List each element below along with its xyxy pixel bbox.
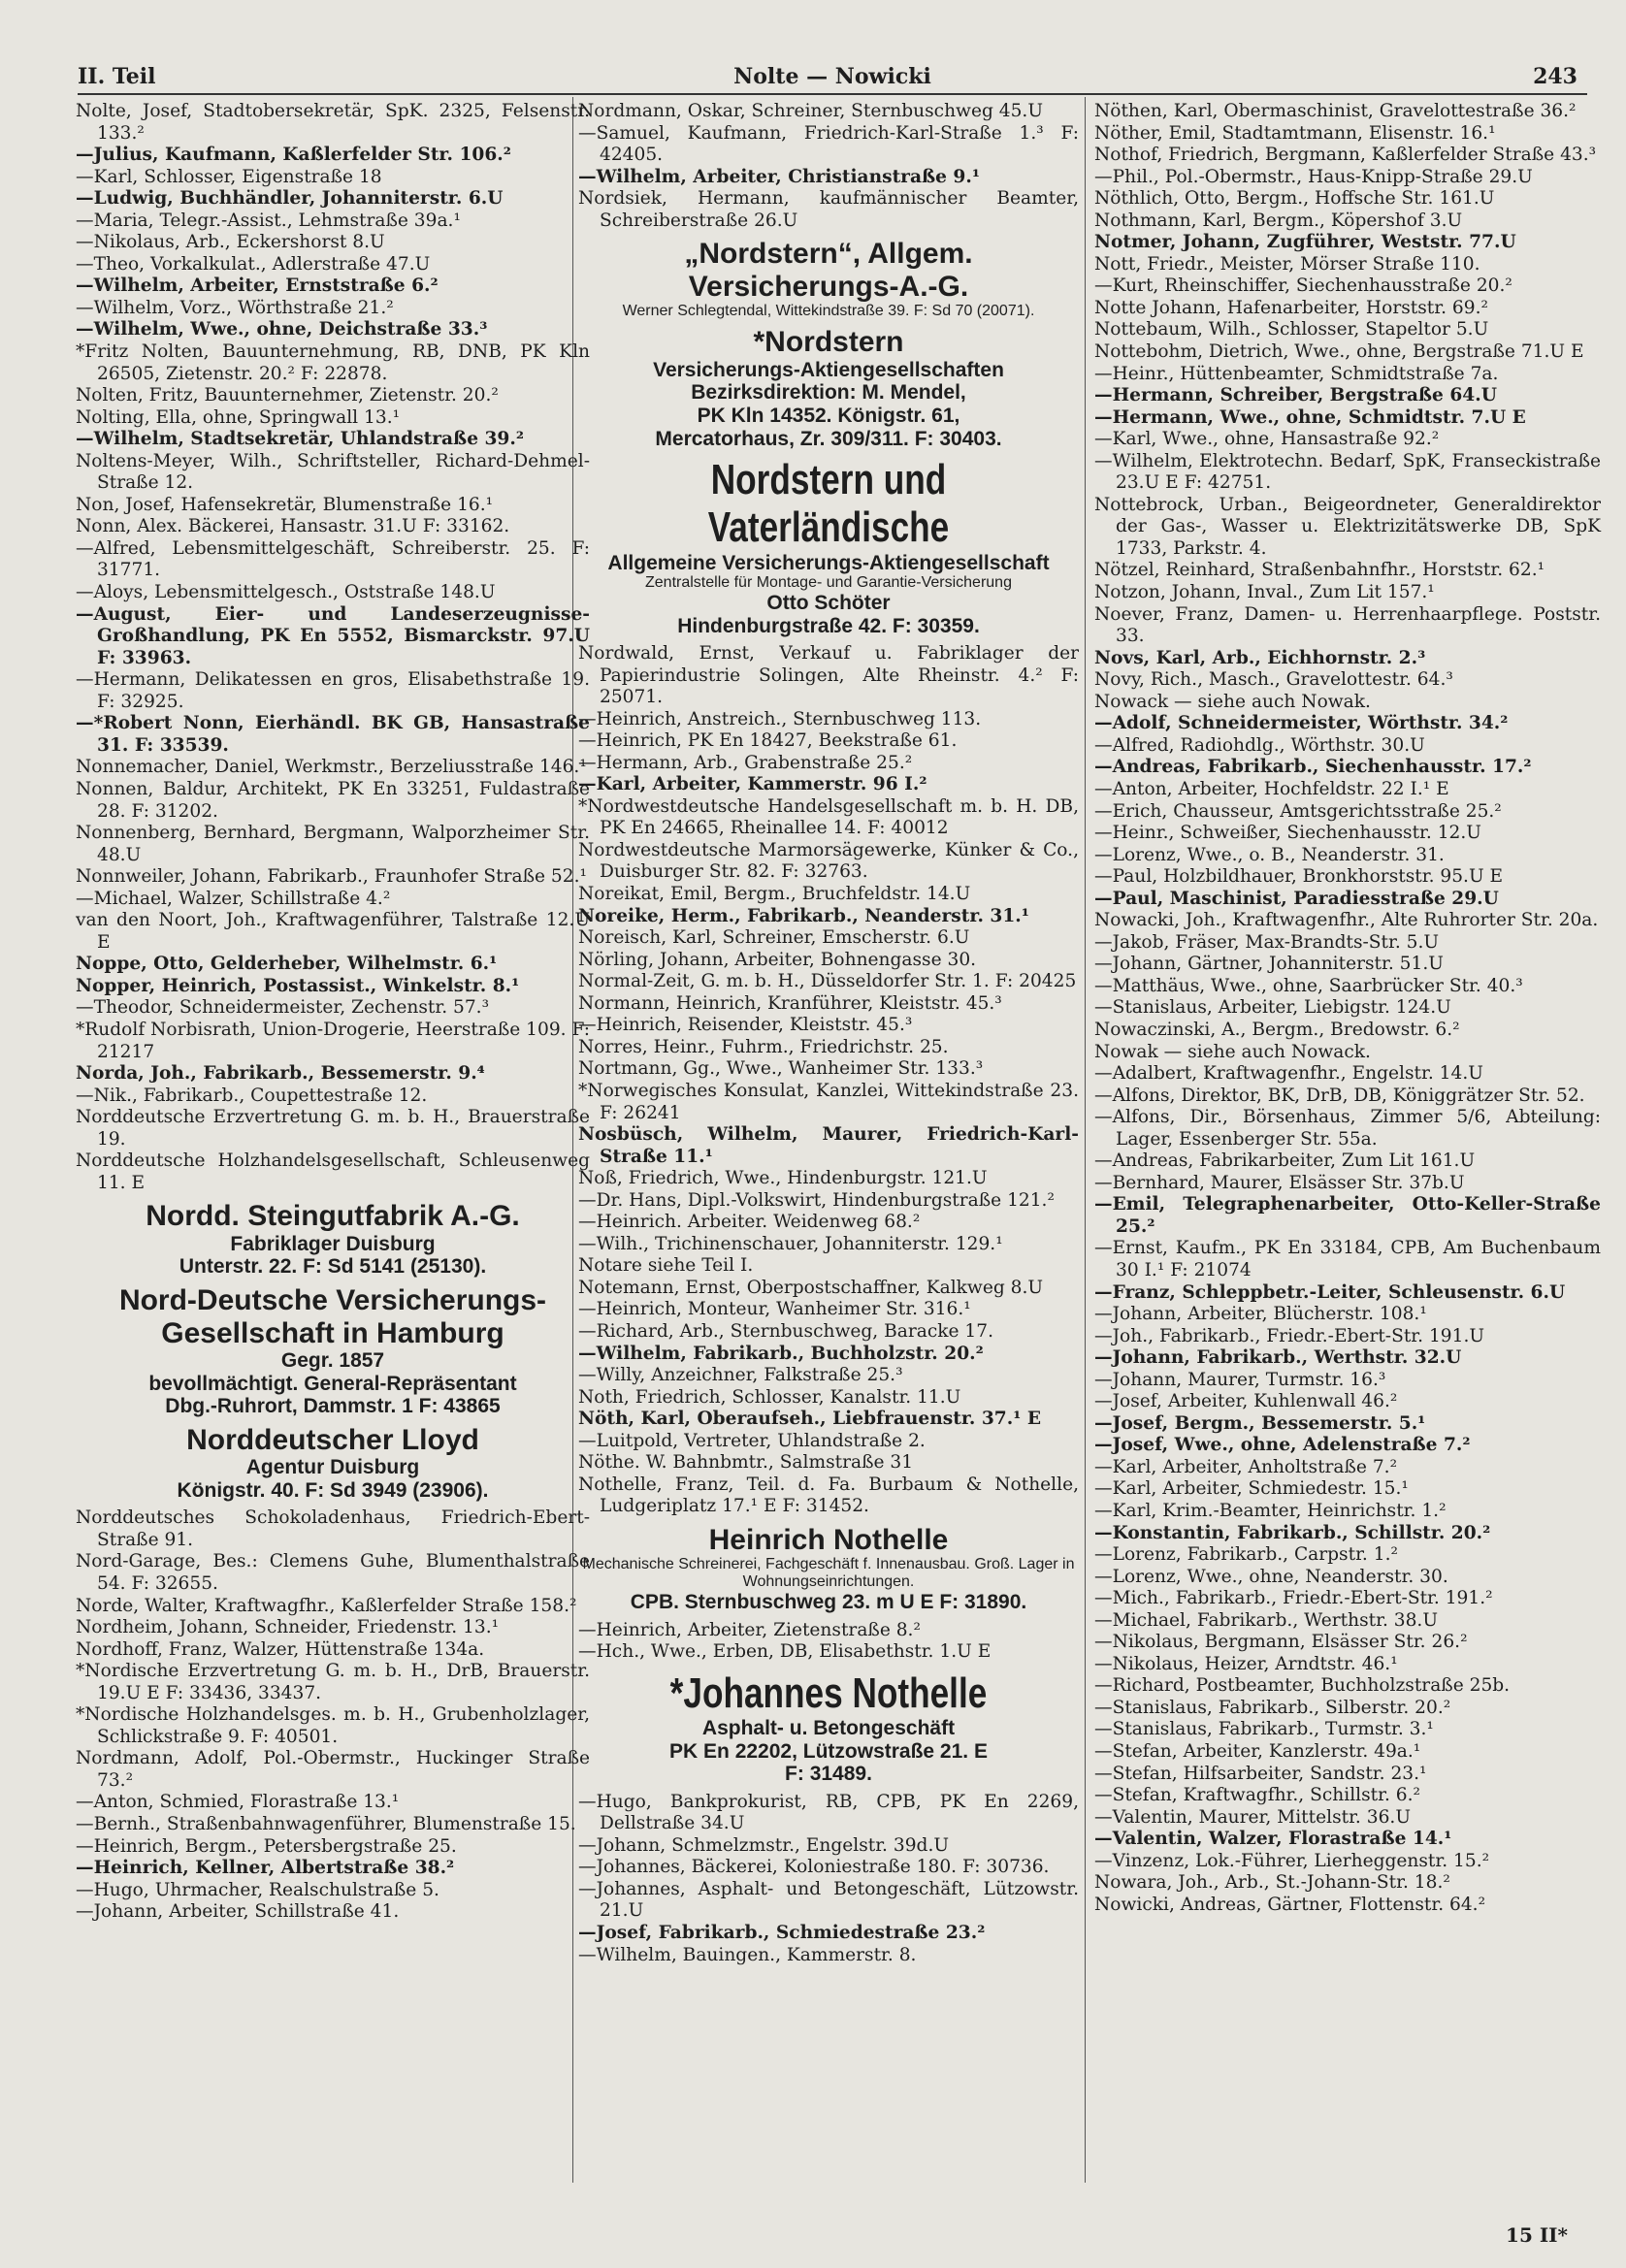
directory-entry: Nortmann, Gg., Wwe., Wanheimer Str. 133.³ <box>578 1058 984 1080</box>
directory-entry: Noth, Friedrich, Schlosser, Kanalstr. 11.U <box>578 1386 961 1408</box>
directory-entry: —Emil, Telegraphenarbeiter, Otto-Keller-Straße 25.² <box>1094 1194 1601 1237</box>
directory-entry: Normal-Zeit, G. m. b. H., Düsseldorfer Str. 1. F: 20425 <box>578 971 1077 992</box>
directory-entry: Nothelle, Franz, Teil. d. Fa. Burbaum & Nothelle, Ludgeriplatz 17.¹ E F: 31452. <box>578 1474 1079 1517</box>
directory-entry: Nowak — siehe auch Nowack. <box>1094 1041 1371 1062</box>
directory-entry: —Hermann, Arb., Grabenstraße 25.² <box>578 752 913 773</box>
directory-entry: Nöthen, Karl, Obermaschinist, Gravelottestraße 36.² <box>1094 101 1577 121</box>
ad-line: Agentur Duisburg <box>245 1456 420 1479</box>
directory-entry: Nowara, Joh., Arb., St.-Johann-Str. 18.² <box>1094 1872 1450 1894</box>
directory-entry: —Willy, Anzeichner, Falkstraße 25.³ <box>578 1365 903 1386</box>
directory-entry: —Nikolaus, Arb., Eckershorst 8.U <box>76 232 385 253</box>
directory-entry: Non, Josef, Hafensekretär, Blumenstraße 16.¹ <box>76 494 494 515</box>
directory-entry: —Wilhelm, Vorz., Wörthstraße 21.² <box>76 297 394 318</box>
directory-entry: Nottebohm, Dietrich, Wwe., ohne, Bergstraße 71.U E <box>1094 341 1584 363</box>
directory-entry: —Nikolaus, Heizer, Arndtstr. 46.¹ <box>1094 1653 1398 1674</box>
running-title: Nolte — Nowicki <box>733 64 931 89</box>
page-number: 243 <box>1533 64 1577 89</box>
directory-entry: Nordsiek, Hermann, kaufmännischer Beamter, Schreiberstraße 26.U <box>578 188 1079 231</box>
directory-entry: Noppe, Otto, Gelderheber, Wilhelmstr. 6.¹ <box>76 954 498 975</box>
directory-entry: —Richard, Arb., Sternbuschweg, Baracke 17. <box>578 1320 993 1342</box>
directory-entry: Norde, Walter, Kraftwagfhr., Kaßlerfelder Straße 158.² <box>76 1595 577 1616</box>
directory-entry: —Valentin, Walzer, Florastraße 14.¹ <box>1094 1829 1452 1850</box>
ad-title: Heinrich Nothelle <box>708 1523 949 1556</box>
directory-entry: —Johann, Arbeiter, Blücherstr. 108.¹ <box>1094 1304 1427 1325</box>
directory-entry: Norda, Joh., Fabrikarb., Bessemerstr. 9.⁴ <box>76 1063 485 1085</box>
directory-entry: —Alfred, Lebensmittelgeschäft, Schreiberstr. 25. F: 31771. <box>76 537 590 581</box>
directory-entry: —Karl, Arbeiter, Anholtstraße 7.² <box>1094 1456 1398 1477</box>
directory-entry: Nonnweiler, Johann, Fabrikarb., Fraunhofer Straße 52.¹ <box>76 866 587 888</box>
directory-entry: —Paul, Holzbildhauer, Bronkhorststr. 95.U E <box>1094 866 1504 888</box>
advertisement <box>76 1200 590 1279</box>
directory-entry: Nottebrock, Urban., Beigeordneter, Generaldirektor der Gas-, Wasser u. Elektrizitätswerke DB, SpK 1733, Parkstr. 4. <box>1094 494 1601 559</box>
directory-entry: —*Robert Nonn, Eierhändl. BK GB, Hansastraße 31. F: 33539. <box>76 713 590 756</box>
advertisement <box>578 1669 1079 1786</box>
directory-entry: —Josef, Bergm., Bessemerstr. 5.¹ <box>1094 1412 1426 1434</box>
directory-entry: —Theo, Vorkalkulat., Adlerstraße 47.U <box>76 253 431 275</box>
ad-line: Zentralstelle für Montage- und Garantie-Versicherung <box>645 574 1012 592</box>
directory-entry: Noß, Friedrich, Wwe., Hindenburgstr. 121.U <box>578 1168 988 1189</box>
directory-entry: —Josef, Fabrikarb., Schmiedestraße 23.² <box>578 1923 986 1943</box>
advertisement <box>76 1284 590 1418</box>
directory-entry: Normann, Heinrich, Kranführer, Kleiststr. 45.³ <box>578 992 1002 1014</box>
directory-entry: *Nordische Holzhandelsges. m. b. H., Grubenholzlager, Schlickstraße 9. F: 40501. <box>76 1704 590 1747</box>
directory-entry: Nöth, Karl, Oberaufseh., Liebfrauenstr. 37.¹ E <box>578 1409 1041 1430</box>
directory-entry: *Fritz Nolten, Bauunternehmung, RB, DNB, PK Kln 26505, Zietenstr. 20.² F: 22878. <box>76 341 590 384</box>
directory-entry: —Johann, Maurer, Turmstr. 16.³ <box>1094 1369 1386 1390</box>
directory-entry: Nord-Garage, Bes.: Clemens Guhe, Blumenthalstraße 54. F: 32655. <box>76 1551 590 1594</box>
ad-line: Versicherungs-Aktiengesellschaften <box>653 358 1004 381</box>
directory-entry: —Michael, Walzer, Schillstraße 4.² <box>76 888 391 909</box>
directory-entry: —Wilhelm, Elektrotechn. Bedarf, SpK, Franseckistraße 23.U E F: 42751. <box>1094 450 1601 494</box>
directory-entry: —Wilhelm, Arbeiter, Ernststraße 6.² <box>76 275 439 297</box>
ad-line: Mercatorhaus, Zr. 309/311. F: 30403. <box>655 427 1002 450</box>
directory-entry: Nordheim, Johann, Schneider, Friedenstr. 13.¹ <box>76 1617 500 1638</box>
ad-line: Königstr. 40. F: Sd 3949 (23906). <box>177 1478 489 1502</box>
directory-entry: —Wilhelm, Wwe., ohne, Deichstraße 33.³ <box>76 319 488 340</box>
directory-entry: Notmer, Johann, Zugführer, Weststr. 77.U <box>1094 232 1516 253</box>
directory-entry: Nonnenberg, Bernhard, Bergmann, Walporzheimer Str. 48.U <box>76 823 590 865</box>
directory-entry: —Aloys, Lebensmittelgesch., Oststraße 148.U <box>76 582 496 603</box>
ad-line: PK En 22202, Lützowstraße 21. E <box>669 1739 988 1763</box>
directory-entry: Nörling, Johann, Arbeiter, Bohnengasse 30. <box>578 949 977 970</box>
directory-entry: —Franz, Schleppbetr.-Leiter, Schleusenstr. 6.U <box>1094 1281 1566 1303</box>
directory-entry: —Nik., Fabrikarb., Coupettestraße 12. <box>76 1085 428 1106</box>
directory-entry: —Hermann, Wwe., ohne, Schmidtstr. 7.U E <box>1094 406 1526 428</box>
directory-entry: —Heinrich, Arbeiter, Zietenstraße 8.² <box>578 1619 921 1640</box>
ad-title: Nordd. Steingutfabrik A.-G. <box>146 1200 520 1233</box>
ad-title: Nord-Deutsche Versicherungs-Gesellschaft in Hamburg <box>118 1283 547 1349</box>
directory-entry: —Johannes, Bäckerei, Koloniestraße 180. F: 30736. <box>578 1857 1050 1878</box>
directory-entry: Notare siehe Teil I. <box>578 1255 754 1277</box>
directory-entry: Nonnen, Baldur, Architekt, PK En 33251, Fuldastraße 28. F: 31202. <box>76 778 590 822</box>
directory-entry: —Matthäus, Wwe., ohne, Saarbrücker Str. 40.³ <box>1094 975 1523 996</box>
ad-line: Otto Schöter <box>766 591 891 614</box>
directory-entry: Nolte, Josef, Stadtobersekretär, SpK. 2325, Felsenstr. 133.² <box>76 101 590 144</box>
ad-line: Fabriklager Duisburg <box>230 1232 436 1255</box>
directory-entry: —Lorenz, Wwe., o. B., Neanderstr. 31. <box>1094 844 1445 865</box>
directory-entry: —Wilh., Trichinenschauer, Johanniterstr. 129.¹ <box>578 1233 1003 1254</box>
column-1 <box>76 101 590 1924</box>
directory-entry: Nöthe. W. Bahnbmtr., Salmstraße 31 <box>578 1452 914 1474</box>
ad-line: Werner Schlegtendal, Wittekindstraße 39. F: Sd 70 (20071). <box>622 303 1035 320</box>
directory-entry: Nothof, Friedrich, Bergmann, Kaßlerfelder Straße 43.³ <box>1094 145 1597 166</box>
directory-entry: —Josef, Arbeiter, Kuhlenwall 46.² <box>1094 1391 1398 1412</box>
directory-entry: —Karl, Arbeiter, Schmiedestr. 15.¹ <box>1094 1478 1409 1500</box>
directory-entry: —Hch., Wwe., Erben, DB, Elisabethstr. 1.U E <box>578 1641 992 1663</box>
directory-entry: Noreisch, Karl, Schreiner, Emscherstr. 6.U <box>578 927 970 949</box>
directory-entry: —Kurt, Rheinschiffer, Siechenhausstraße 20.² <box>1094 275 1512 297</box>
directory-entry: —Lorenz, Wwe., ohne, Neanderstr. 30. <box>1094 1566 1448 1587</box>
directory-entry: —Hugo, Uhrmacher, Realschulstraße 5. <box>76 1879 439 1900</box>
directory-entry: —Karl, Schlosser, Eigenstraße 18 <box>76 166 382 187</box>
directory-entry: Novy, Rich., Masch., Gravelottestr. 64.³ <box>1094 669 1453 691</box>
column-2 <box>578 101 1079 1966</box>
directory-entry: Notemann, Ernst, Oberpostschaffner, Kalkweg 8.U <box>578 1277 1044 1298</box>
directory-entry: —Johann, Fabrikarb., Werthstr. 32.U <box>1094 1347 1462 1369</box>
directory-entry: Novs, Karl, Arb., Eichhornstr. 2.³ <box>1094 647 1426 668</box>
column-3 <box>1094 101 1601 1916</box>
ad-line: Allgemeine Versicherungs-Aktiengesellschaft <box>607 551 1050 574</box>
directory-entry: Noreikat, Emil, Bergm., Bruchfeldstr. 14.U <box>578 884 971 905</box>
directory-entry: —Nikolaus, Bergmann, Elsässer Str. 26.² <box>1094 1632 1468 1653</box>
directory-entry: —Heinrich, Reisender, Kleiststr. 45.³ <box>578 1015 913 1036</box>
directory-entry: Nordmann, Oskar, Schreiner, Sternbuschweg 45.U <box>578 101 1044 121</box>
ad-title: *Nordstern <box>753 326 904 359</box>
directory-entry: —Michael, Fabrikarb., Werthstr. 38.U <box>1094 1609 1439 1631</box>
directory-entry: —Johann, Arbeiter, Schillstraße 41. <box>76 1901 400 1923</box>
advertisement <box>76 1424 590 1503</box>
directory-entry: Nonnemacher, Daniel, Werkmstr., Berzeliusstraße 146.¹ <box>76 757 587 778</box>
directory-entry: *Norwegisches Konsulat, Kanzlei, Wittekindstraße 23. F: 26241 <box>578 1080 1079 1123</box>
directory-entry: —Andreas, Fabrikarb., Siechenhausstr. 17.² <box>1094 757 1532 778</box>
directory-entry: —Karl, Krim.-Beamter, Heinrichstr. 1.² <box>1094 1501 1447 1521</box>
ad-line: Dbg.-Ruhrort, Dammstr. 1 F: 43865 <box>165 1395 501 1418</box>
directory-entry: Notzon, Johann, Inval., Zum Lit 157.¹ <box>1094 582 1435 603</box>
directory-entry: Noreike, Herm., Fabrikarb., Neanderstr. 31.¹ <box>578 905 1029 926</box>
advertisement <box>578 456 1079 637</box>
ad-line: Asphalt- u. Betongeschäft <box>701 1717 956 1740</box>
directory-entry: —Alfons, Direktor, BK, DrB, DB, Königgrätzer Str. 52. <box>1094 1085 1585 1106</box>
ad-line: Mechanische Schreinerei, Fachgeschäft f. Innenausbau. Groß. Lager in Wohnungseinrichtungen. <box>582 1556 1075 1591</box>
directory-entry: —Konstantin, Fabrikarb., Schillstr. 20.² <box>1094 1522 1491 1543</box>
directory-entry: —Stefan, Kraftwagfhr., Schillstr. 6.² <box>1094 1785 1420 1806</box>
advertisement <box>578 326 1079 450</box>
directory-entry: Nötzel, Reinhard, Straßenbahnfhr., Horststr. 62.¹ <box>1094 560 1545 581</box>
ad-title: Nordstern und Vaterländische <box>707 456 950 552</box>
directory-entry: Norddeutsches Schokoladenhaus, Friedrich-Ebert-Straße 91. <box>76 1507 590 1550</box>
directory-entry: Norres, Heinr., Fuhrm., Friedrichstr. 25. <box>578 1036 949 1057</box>
directory-entry: —Stefan, Arbeiter, Kanzlerstr. 49a.¹ <box>1094 1741 1421 1763</box>
directory-entry: Nöther, Emil, Stadtamtmann, Elisenstr. 16.¹ <box>1094 122 1496 144</box>
directory-entry: Nordhoff, Franz, Walzer, Hüttenstraße 134a. <box>76 1638 485 1660</box>
directory-entry: Nott, Friedr., Meister, Mörser Straße 110. <box>1094 253 1480 275</box>
ad-title: *Johannes Nothelle <box>669 1669 988 1717</box>
directory-entry: —Heinr., Hüttenbeamter, Schmidtstraße 7a. <box>1094 363 1499 384</box>
directory-entry: —Anton, Schmied, Florastraße 13.¹ <box>76 1792 400 1813</box>
directory-entry: —Joh., Fabrikarb., Friedr.-Ebert-Str. 191.U <box>1094 1325 1485 1346</box>
directory-entry: *Nordwestdeutsche Handelsgesellschaft m. b. H. DB, PK En 24665, Rheinallee 14. F: 40012 <box>578 795 1079 839</box>
directory-entry: —Valentin, Maurer, Mittelstr. 36.U <box>1094 1806 1411 1828</box>
directory-entry: —Adalbert, Kraftwagenfhr., Engelstr. 14.U <box>1094 1063 1483 1085</box>
directory-entry: —Heinrich, Kellner, Albertstraße 38.² <box>76 1858 455 1879</box>
ad-line: Bezirksdirektion: M. Mendel, <box>691 381 966 405</box>
directory-entry: —Dr. Hans, Dipl.-Volkswirt, Hindenburgstraße 121.² <box>578 1189 1055 1211</box>
directory-entry: —Stanislaus, Fabrikarb., Silberstr. 20.² <box>1094 1697 1451 1718</box>
ad-title: Norddeutscher Lloyd <box>186 1423 479 1456</box>
directory-entry: —Johannes, Asphalt- und Betongeschäft, Lützowstr. 21.U <box>578 1878 1079 1922</box>
footer-signature: 15 II* <box>1506 2223 1568 2247</box>
directory-entry: —Jakob, Fräser, Max-Brandts-Str. 5.U <box>1094 931 1440 953</box>
directory-entry: —Wilhelm, Fabrikarb., Buchholzstr. 20.² <box>578 1343 984 1364</box>
directory-entry: —Heinrich, PK En 18427, Beekstraße 61. <box>578 730 958 752</box>
directory-entry: Nopper, Heinrich, Postassist., Winkelstr. 8.¹ <box>76 975 520 996</box>
directory-entry: —Maria, Telegr.-Assist., Lehmstraße 39a.¹ <box>76 210 461 231</box>
ad-line: CPB. Sternbuschweg 23. m U E F: 31890. <box>630 1591 1027 1614</box>
directory-entry: —Johann, Schmelzmstr., Engelstr. 39d.U <box>578 1834 950 1856</box>
directory-entry: —Julius, Kaufmann, Kaßlerfelder Str. 106.² <box>76 145 511 166</box>
directory-entry: —Heinrich, Bergm., Petersbergstraße 25. <box>76 1835 457 1857</box>
directory-entry: —Hermann, Schreiber, Bergstraße 64.U <box>1094 385 1497 406</box>
ad-line: Unterstr. 22. F: Sd 5141 (25130). <box>179 1255 487 1279</box>
directory-entry: Nosbüsch, Wilhelm, Maurer, Friedrich-Karl-Straße 11.¹ <box>578 1124 1079 1167</box>
directory-entry: —Luitpold, Vertreter, Uhlandstraße 2. <box>578 1430 926 1451</box>
directory-entry: —Karl, Wwe., ohne, Hansastraße 92.² <box>1094 429 1440 450</box>
directory-entry: —Stefan, Hilfsarbeiter, Sandstr. 23.¹ <box>1094 1763 1427 1784</box>
column-divider <box>1085 97 1086 2183</box>
directory-entry: —Bernhard, Maurer, Elsässer Str. 37b.U <box>1094 1172 1465 1193</box>
directory-entry: —Heinrich, Monteur, Wanheimer Str. 316.¹ <box>578 1299 971 1320</box>
directory-entry: —Anton, Arbeiter, Hochfeldstr. 22 I.¹ E <box>1094 778 1449 799</box>
section-label: II. Teil <box>78 64 156 89</box>
page-header <box>78 60 1587 95</box>
directory-entry: Nonn, Alex. Bäckerei, Hansastr. 31.U F: 33162. <box>76 516 510 537</box>
directory-entry: Noever, Franz, Damen- u. Herrenhaarpflege. Poststr. 33. <box>1094 603 1601 647</box>
directory-entry: Nordwestdeutsche Marmorsägewerke, Künker & Co., Duisburger Str. 82. F: 32763. <box>578 839 1079 883</box>
directory-entry: Norddeutsche Holzhandelsgesellschaft, Schleusenweg 11. E <box>76 1150 590 1193</box>
directory-entry: —August, Eier- und Landeserzeugnisse-Großhandlung, PK En 5552, Bismarckstr. 97.U F: 33963. <box>76 603 590 668</box>
directory-entry: Nordmann, Adolf, Pol.-Obermstr., Huckinger Straße 73.² <box>76 1748 590 1791</box>
ad-line: bevollmächtigt. General-Repräsentant <box>148 1372 517 1395</box>
directory-entry: —Erich, Chausseur, Amtsgerichtsstraße 25.² <box>1094 800 1502 822</box>
directory-entry: van den Noort, Joh., Kraftwagenführer, Talstraße 12.U E <box>76 910 590 953</box>
directory-entry: Noltens-Meyer, Wilh., Schriftsteller, Richard-Dehmel-Straße 12. <box>76 450 590 494</box>
directory-entry: Nowack — siehe auch Nowak. <box>1094 691 1371 712</box>
directory-entry: —Adolf, Schneidermeister, Wörthstr. 34.² <box>1094 713 1509 734</box>
directory-entry: —Josef, Wwe., ohne, Adelenstraße 7.² <box>1094 1435 1471 1456</box>
directory-entry: Nolting, Ella, ohne, Springwall 13.¹ <box>76 406 401 428</box>
directory-entry: —Stanislaus, Fabrikarb., Turmstr. 3.¹ <box>1094 1719 1434 1740</box>
directory-entry: —Heinr., Schweißer, Siechenhausstr. 12.U <box>1094 823 1481 844</box>
ad-title: „Nordstern“, Allgem. Versicherungs-A.-G. <box>684 238 973 303</box>
directory-entry: *Rudolf Norbisrath, Union-Drogerie, Heerstraße 109. F: 21217 <box>76 1019 590 1062</box>
directory-entry: Nowacki, Joh., Kraftwagenfhr., Alte Ruhrorter Str. 20a. <box>1094 910 1599 931</box>
directory-entry: —Heinrich. Arbeiter. Weidenweg 68.² <box>578 1212 921 1233</box>
directory-entry: *Nordische Erzvertretung G. m. b. H., DrB, Brauerstr. 19.U E F: 33436, 33437. <box>76 1661 590 1703</box>
directory-entry: —Paul, Maschinist, Paradiesstraße 29.U <box>1094 888 1499 909</box>
ad-line: F: 31489. <box>785 1763 872 1786</box>
directory-entry: —Samuel, Kaufmann, Friedrich-Karl-Straße 1.³ F: 42405. <box>578 122 1079 166</box>
directory-entry: Nowaczinski, A., Bergm., Bredowstr. 6.² <box>1094 1019 1460 1040</box>
directory-entry: —Vinzenz, Lok.-Führer, Lierheggenstr. 15.² <box>1094 1850 1490 1871</box>
directory-entry: —Wilhelm, Arbeiter, Christianstraße 9.¹ <box>578 166 980 187</box>
directory-entry: —Wilhelm, Bauingen., Kammerstr. 8. <box>578 1944 917 1965</box>
directory-entry: Nowicki, Andreas, Gärtner, Flottenstr. 64.² <box>1094 1894 1486 1915</box>
directory-entry: —Hermann, Delikatessen en gros, Elisabethstraße 19. F: 32925. <box>76 669 590 712</box>
directory-entry: —Theodor, Schneidermeister, Zechenstr. 57.³ <box>76 997 490 1019</box>
directory-entry: —Phil., Pol.-Obermstr., Haus-Knipp-Straße 29.U <box>1094 166 1533 187</box>
directory-entry: Notte Johann, Hafenarbeiter, Horststr. 69.² <box>1094 297 1488 318</box>
directory-entry: —Lorenz, Fabrikarb., Carpstr. 1.² <box>1094 1544 1398 1566</box>
directory-entry: —Wilhelm, Stadtsekretär, Uhlandstraße 39.² <box>76 429 524 450</box>
directory-entry: —Stanislaus, Arbeiter, Liebigstr. 124.U <box>1094 997 1451 1019</box>
directory-entry: —Bernh., Straßenbahnwagenführer, Blumenstraße 15. <box>76 1813 576 1834</box>
ad-line: Gegr. 1857 <box>280 1349 385 1373</box>
advertisement <box>578 1524 1079 1614</box>
directory-entry: —Alfred, Radiohdlg., Wörthstr. 30.U <box>1094 734 1425 756</box>
directory-entry: Nöthlich, Otto, Bergm., Hoffsche Str. 161.U <box>1094 188 1495 210</box>
directory-entry: —Mich., Fabrikarb., Friedr.-Ebert-Str. 191.² <box>1094 1588 1493 1609</box>
directory-entry: —Andreas, Fabrikarbeiter, Zum Lit 161.U <box>1094 1150 1476 1172</box>
directory-entry: Nordwald, Ernst, Verkauf u. Fabriklager der Papierindustrie Solingen, Alte Rheinstr. 4.² F: 25071. <box>578 643 1079 708</box>
directory-entry: Nothmann, Karl, Bergm., Köpershof 3.U <box>1094 210 1463 231</box>
directory-entry: —Karl, Arbeiter, Kammerstr. 96 I.² <box>578 774 927 795</box>
directory-entry: —Alfons, Dir., Börsenhaus, Zimmer 5/6, Abteilung: Lager, Essenberger Str. 55a. <box>1094 1107 1601 1150</box>
directory-entry: —Johann, Gärtner, Johanniterstr. 51.U <box>1094 954 1444 975</box>
directory-entry: —Ernst, Kaufm., PK En 33184, CPB, Am Buchenbaum 30 I.¹ F: 21074 <box>1094 1238 1601 1280</box>
directory-entry: Norddeutsche Erzvertretung G. m. b. H., Brauerstraße 19. <box>76 1107 590 1150</box>
directory-entry: —Hugo, Bankprokurist, RB, CPB, PK En 2269, Dellstraße 34.U <box>578 1791 1079 1834</box>
ad-line: PK Kln 14352. Königstr. 61, <box>697 405 960 427</box>
ad-line: Hindenburgstraße 42. F: 30359. <box>677 614 980 637</box>
advertisement <box>578 238 1079 320</box>
directory-entry: Nolten, Fritz, Bauunternehmer, Zietenstr. 20.² <box>76 385 499 406</box>
directory-entry: Nottebaum, Wilh., Schlosser, Stapeltor 5.U <box>1094 319 1489 340</box>
directory-entry: —Ludwig, Buchhändler, Johanniterstr. 6.U <box>76 188 504 210</box>
directory-entry: —Richard, Postbeamter, Buchholzstraße 25b. <box>1094 1675 1511 1697</box>
directory-entry: —Heinrich, Anstreich., Sternbuschweg 113. <box>578 708 982 729</box>
